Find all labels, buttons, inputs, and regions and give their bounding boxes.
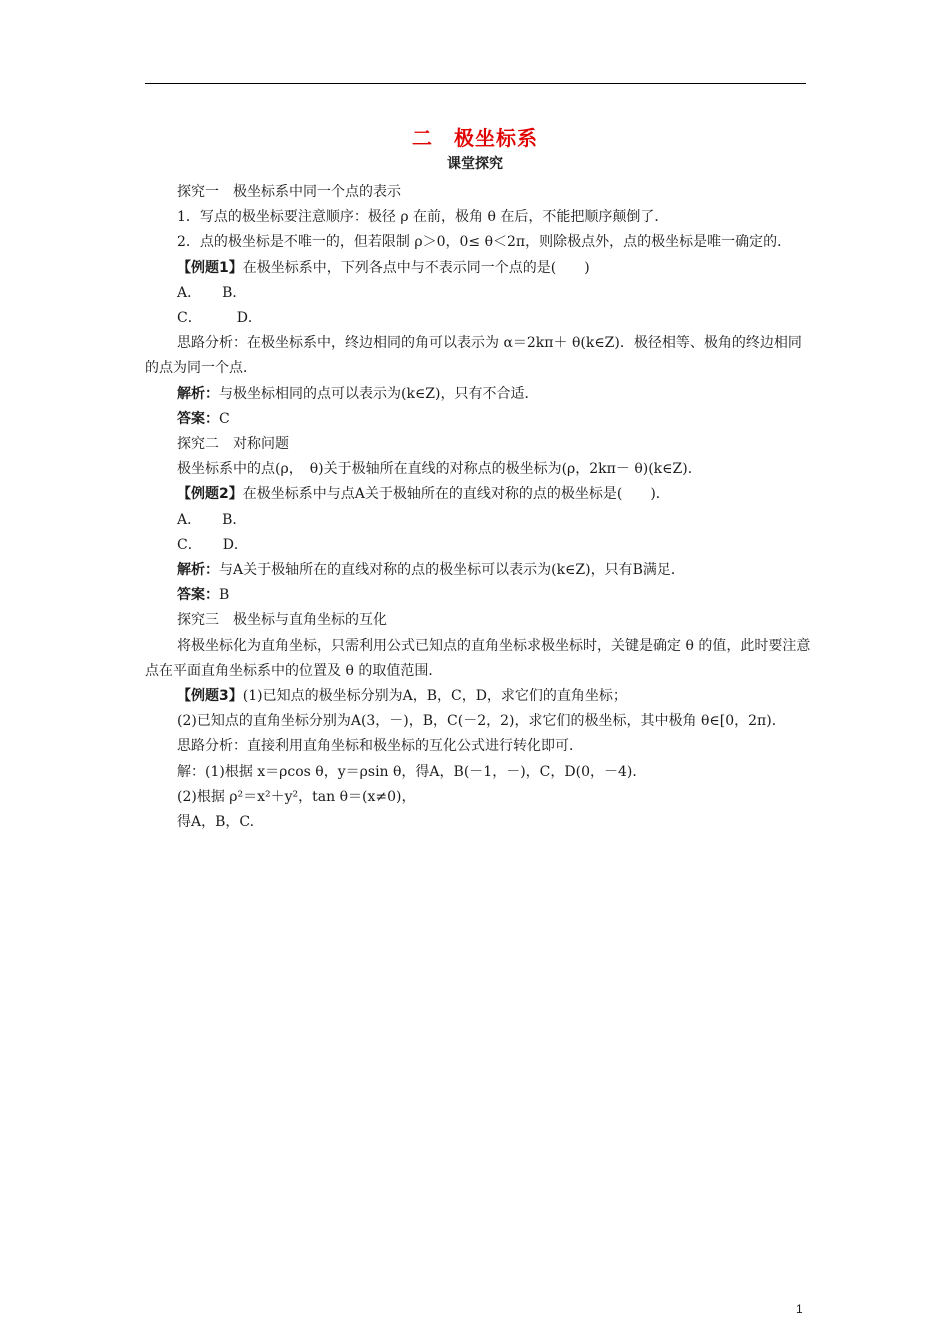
section-heading-2: 探究二 对称问题 bbox=[177, 436, 289, 453]
choice-line: C． D． bbox=[177, 536, 248, 553]
page-number: 1 bbox=[796, 1302, 803, 1316]
solution-step: (2)根据 ρ²＝x²＋y²，tan θ＝(x≠0)， bbox=[177, 788, 416, 805]
choice-line: A． B． bbox=[177, 511, 247, 528]
analysis-paragraph: 思路分析：在极坐标系中，终边相同的角可以表示为 α＝2kπ＋ θ(k∈Z)．极径相等、极角的终边相同的点为同一个点． bbox=[145, 335, 802, 377]
solution-paragraph: 解析：与A关于极轴所在的直线对称的点的极坐标可以表示为(k∈Z)，只有B满足． bbox=[177, 562, 685, 579]
analysis-paragraph: 思路分析：直接利用直角坐标和极坐标的互化公式进行转化即可． bbox=[177, 738, 583, 755]
section-subtitle: 课堂探究 bbox=[447, 156, 503, 172]
paragraph: 极坐标系中的点(ρ， θ)关于极轴所在直线的对称点的极坐标为(ρ，2kπ－ θ)(k∈Z)． bbox=[177, 461, 702, 478]
paragraph: 将极坐标化为直角坐标，只需利用公式已知点的直角坐标求极坐标时，关键是确定 θ 的值，此时要注意点在平面直角坐标系中的位置及 θ 的取值范围． bbox=[145, 637, 811, 679]
example-3-question: 【例题3】(1)已知点的极坐标分别为A，B，C，D，求它们的直角坐标； bbox=[177, 688, 627, 705]
solution-label: 解析： bbox=[177, 562, 219, 579]
paragraph: (2)已知点的直角坐标分别为A(3，－)，B，C(－2，2)，求它们的极坐标，其中极角 θ∈[0，2π)． bbox=[177, 713, 786, 730]
document-body bbox=[145, 180, 813, 835]
answer-label: 答案： bbox=[177, 587, 219, 604]
solution-step: 得A，B，C. bbox=[177, 814, 255, 831]
page-title: 二 极坐标系 bbox=[412, 126, 538, 150]
solution-paragraph: 解析：与极坐标相同的点可以表示为(k∈Z)，只有不合适． bbox=[177, 385, 539, 402]
example-label: 【例题1】 bbox=[177, 259, 243, 276]
choice-line: C． D． bbox=[177, 310, 262, 327]
example-label: 【例题2】 bbox=[177, 486, 243, 503]
example-1-question: 【例题1】在极坐标系中，下列各点中与不表示同一个点的是( ) bbox=[177, 259, 590, 276]
header-rule bbox=[145, 83, 806, 84]
section-heading-3: 探究三 极坐标与直角坐标的互化 bbox=[177, 612, 387, 629]
paragraph: 1．写点的极坐标要注意顺序：极径 ρ 在前，极角 θ 在后，不能把顺序颠倒了． bbox=[177, 209, 669, 226]
solution-label: 解析： bbox=[177, 385, 219, 402]
section-heading-1: 探究一 极坐标系中同一个点的表示 bbox=[177, 184, 401, 200]
choice-line: A． B． bbox=[177, 284, 247, 301]
answer-paragraph: 答案：C bbox=[177, 410, 230, 427]
answer-label: 答案： bbox=[177, 410, 219, 427]
example-label: 【例题3】 bbox=[177, 688, 243, 705]
example-2-question: 【例题2】在极坐标系中与点A关于极轴所在的直线对称的点的极坐标是( )． bbox=[177, 486, 670, 503]
paragraph: 2．点的极坐标是不唯一的，但若限制 ρ＞0，0≤ θ＜2π，则除极点外，点的极坐标是唯一确定的． bbox=[177, 234, 792, 251]
answer-paragraph: 答案：B bbox=[177, 587, 230, 604]
solution-step: 解：(1)根据 x＝ρcos θ，y＝ρsin θ，得A，B(－1，－)，C，D(0，－4)． bbox=[177, 763, 647, 780]
